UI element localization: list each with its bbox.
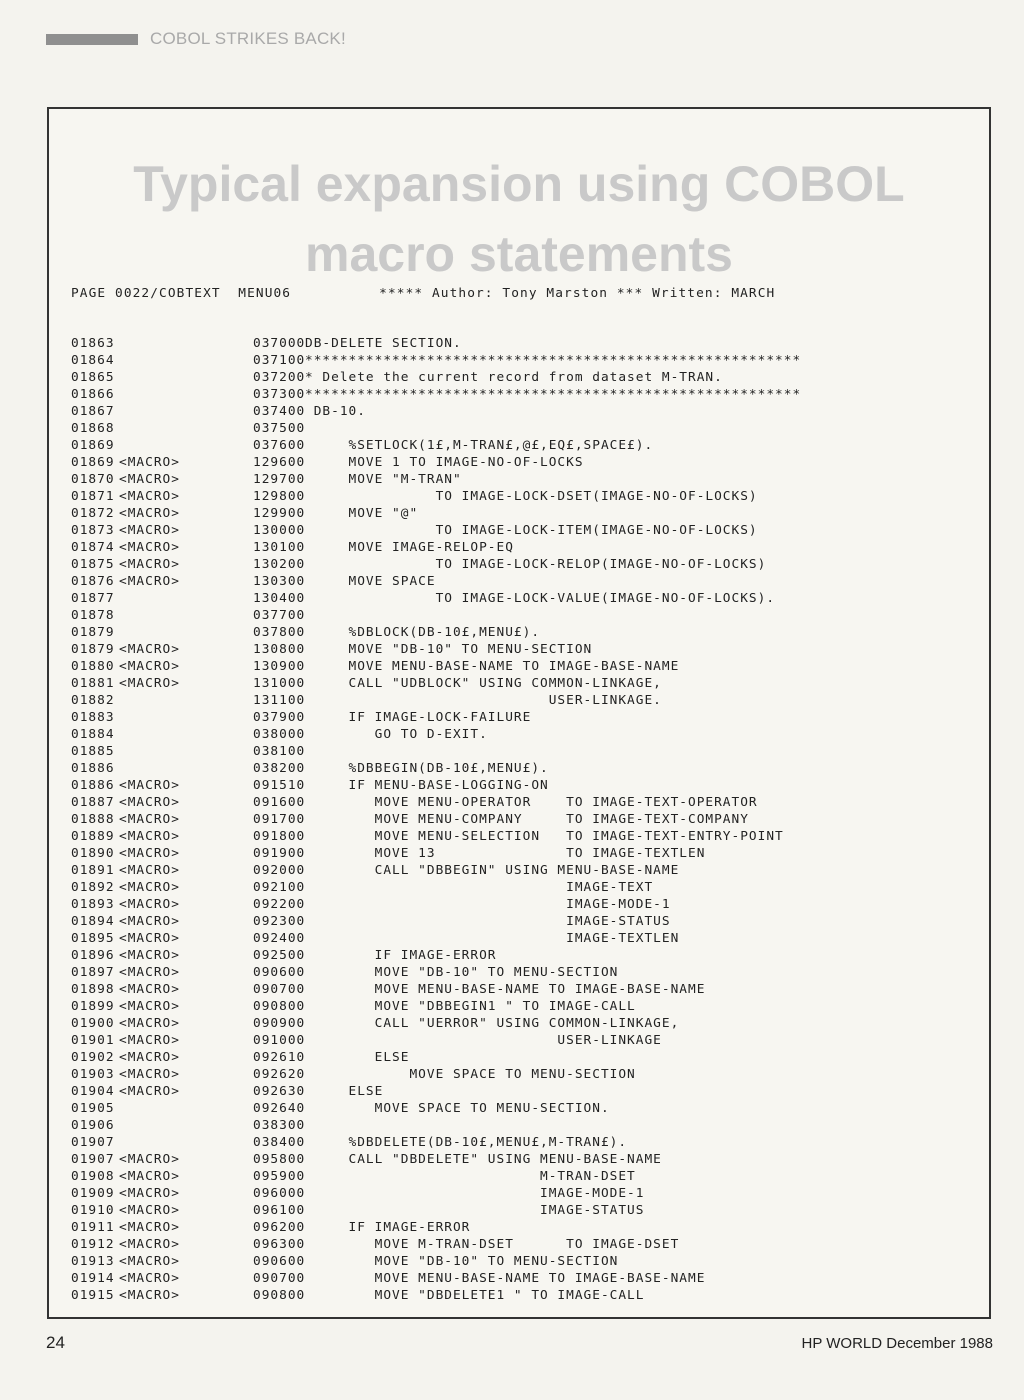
sequence-number: 130300	[253, 574, 306, 589]
sequence-number: 037100	[253, 353, 306, 368]
line-number: 01909	[71, 1186, 115, 1201]
code-text: TO IMAGE-LOCK-ITEM(IMAGE-NO-OF-LOCKS)	[305, 523, 758, 538]
line-number: 01890	[71, 846, 115, 861]
sequence-number: 037700	[253, 608, 306, 623]
line-number: 01902	[71, 1050, 115, 1065]
publication-info: HP WORLD December 1988	[801, 1335, 993, 1352]
sequence-number: 092630	[253, 1084, 306, 1099]
line-number: 01891	[71, 863, 115, 878]
sequence-number: 038100	[253, 744, 306, 759]
sequence-number: 037600	[253, 438, 306, 453]
line-number: 01863	[71, 336, 115, 351]
sequence-number: 038300	[253, 1118, 306, 1133]
listing-line	[71, 1083, 981, 1100]
code-text: MOVE "DB-10" TO MENU-SECTION	[305, 965, 619, 980]
code-text: IMAGE-STATUS	[305, 914, 671, 929]
line-number: 01878	[71, 608, 115, 623]
sequence-number: 129700	[253, 472, 306, 487]
code-text: USER-LINKAGE	[305, 1033, 662, 1048]
sequence-number: 096200	[253, 1220, 306, 1235]
listing-line	[71, 471, 981, 488]
code-text: MOVE MENU-BASE-NAME TO IMAGE-BASE-NAME	[305, 982, 706, 997]
sequence-number: 038200	[253, 761, 306, 776]
listing-line	[71, 845, 981, 862]
sequence-number: 129900	[253, 506, 306, 521]
line-number: 01896	[71, 948, 115, 963]
sequence-number: 092300	[253, 914, 306, 929]
title-line-2: macro statements	[305, 226, 733, 282]
listing-line	[71, 539, 981, 556]
listing-line	[71, 743, 981, 760]
line-number: 01903	[71, 1067, 115, 1082]
listing-line	[71, 828, 981, 845]
listing-line	[71, 794, 981, 811]
sequence-number: 090600	[253, 965, 306, 980]
macro-tag: <MACRO>	[119, 574, 180, 589]
listing-line	[71, 641, 981, 658]
line-number: 01910	[71, 1203, 115, 1218]
line-number: 01915	[71, 1288, 115, 1303]
code-text: %DBLOCK(DB-10£,MENU£).	[305, 625, 541, 640]
listing-line	[71, 590, 981, 607]
line-number: 01877	[71, 591, 115, 606]
sequence-number: 130800	[253, 642, 306, 657]
line-number: 01885	[71, 744, 115, 759]
sequence-number: 091510	[253, 778, 306, 793]
macro-tag: <MACRO>	[119, 540, 180, 555]
line-number: 01897	[71, 965, 115, 980]
macro-tag: <MACRO>	[119, 1033, 180, 1048]
figure-title	[49, 149, 989, 289]
code-text: IMAGE-TEXT	[305, 880, 654, 895]
line-number: 01864	[71, 353, 115, 368]
line-number: 01880	[71, 659, 115, 674]
listing-page-header: PAGE 0022/COBTEXT MENU06 ***** Author: Tony Marston *** Written: MARCH	[71, 286, 776, 301]
listing-line	[71, 573, 981, 590]
sequence-number: 037000	[253, 336, 306, 351]
sequence-number: 092000	[253, 863, 306, 878]
listing-line	[71, 488, 981, 505]
listing-line	[71, 1202, 981, 1219]
code-text: DB-10.	[305, 404, 366, 419]
sequence-number: 130200	[253, 557, 306, 572]
listing-line	[71, 1015, 981, 1032]
code-text: IF IMAGE-ERROR	[305, 948, 497, 963]
listing-line	[71, 760, 981, 777]
sequence-number: 095900	[253, 1169, 306, 1184]
line-number: 01892	[71, 880, 115, 895]
line-number: 01898	[71, 982, 115, 997]
sequence-number: 131100	[253, 693, 306, 708]
listing-line	[71, 1287, 981, 1304]
line-number: 01888	[71, 812, 115, 827]
listing-line	[71, 1066, 981, 1083]
code-text: MOVE IMAGE-RELOP-EQ	[305, 540, 514, 555]
code-text: *********************************************************	[305, 353, 802, 368]
code-text: CALL "UDBLOCK" USING COMMON-LINKAGE,	[305, 676, 662, 691]
line-number: 01904	[71, 1084, 115, 1099]
code-text: CALL "UERROR" USING COMMON-LINKAGE,	[305, 1016, 680, 1031]
sequence-number: 095800	[253, 1152, 306, 1167]
macro-tag: <MACRO>	[119, 931, 180, 946]
code-text: MOVE MENU-OPERATOR TO IMAGE-TEXT-OPERATOR	[305, 795, 758, 810]
listing-line	[71, 692, 981, 709]
sequence-number: 092610	[253, 1050, 306, 1065]
line-number: 01886	[71, 778, 115, 793]
sequence-number: 130900	[253, 659, 306, 674]
macro-tag: <MACRO>	[119, 1254, 180, 1269]
code-text: USER-LINKAGE.	[305, 693, 662, 708]
listing-line	[71, 505, 981, 522]
line-number: 01906	[71, 1118, 115, 1133]
sequence-number: 096000	[253, 1186, 306, 1201]
listing-line	[71, 624, 981, 641]
line-number: 01883	[71, 710, 115, 725]
code-text: MOVE SPACE TO MENU-SECTION.	[305, 1101, 610, 1116]
macro-tag: <MACRO>	[119, 1203, 180, 1218]
code-text: %DBDELETE(DB-10£,MENU£,M-TRAN£).	[305, 1135, 628, 1150]
sequence-number: 092200	[253, 897, 306, 912]
macro-tag: <MACRO>	[119, 642, 180, 657]
code-text: %SETLOCK(1£,M-TRAN£,@£,EQ£,SPACE£).	[305, 438, 654, 453]
sequence-number: 038000	[253, 727, 306, 742]
macro-tag: <MACRO>	[119, 829, 180, 844]
macro-tag: <MACRO>	[119, 1050, 180, 1065]
listing-line	[71, 1185, 981, 1202]
listing-line	[71, 556, 981, 573]
listing-line	[71, 777, 981, 794]
macro-tag: <MACRO>	[119, 1271, 180, 1286]
sequence-number: 090900	[253, 1016, 306, 1031]
line-number: 01889	[71, 829, 115, 844]
listing-line	[71, 862, 981, 879]
sequence-number: 092640	[253, 1101, 306, 1116]
listing-line	[71, 998, 981, 1015]
code-text: MOVE "M-TRAN"	[305, 472, 462, 487]
code-text: IF IMAGE-LOCK-FAILURE	[305, 710, 532, 725]
macro-tag: <MACRO>	[119, 1237, 180, 1252]
macro-tag: <MACRO>	[119, 506, 180, 521]
code-text: CALL "DBBEGIN" USING MENU-BASE-NAME	[305, 863, 680, 878]
macro-tag: <MACRO>	[119, 523, 180, 538]
sequence-number: 092400	[253, 931, 306, 946]
macro-tag: <MACRO>	[119, 812, 180, 827]
running-header	[46, 26, 346, 52]
line-number: 01884	[71, 727, 115, 742]
listing-line	[71, 981, 981, 998]
sequence-number: 090800	[253, 1288, 306, 1303]
macro-tag: <MACRO>	[119, 455, 180, 470]
line-number: 01882	[71, 693, 115, 708]
listing-line	[71, 352, 981, 369]
line-number: 01870	[71, 472, 115, 487]
listing-line	[71, 1168, 981, 1185]
listing-line	[71, 896, 981, 913]
macro-tag: <MACRO>	[119, 1169, 180, 1184]
line-number: 01873	[71, 523, 115, 538]
code-text: TO IMAGE-LOCK-DSET(IMAGE-NO-OF-LOCKS)	[305, 489, 758, 504]
sequence-number: 092500	[253, 948, 306, 963]
listing-line	[71, 913, 981, 930]
code-text: IF MENU-BASE-LOGGING-ON	[305, 778, 549, 793]
listing-line	[71, 658, 981, 675]
macro-tag: <MACRO>	[119, 897, 180, 912]
listing-line	[71, 369, 981, 386]
line-number: 01905	[71, 1101, 115, 1116]
code-text: MOVE "DBBEGIN1 " TO IMAGE-CALL	[305, 999, 636, 1014]
code-text: MOVE MENU-COMPANY TO IMAGE-TEXT-COMPANY	[305, 812, 749, 827]
listing-line	[71, 1270, 981, 1287]
listing-line	[71, 454, 981, 471]
macro-tag: <MACRO>	[119, 880, 180, 895]
line-number: 01907	[71, 1152, 115, 1167]
line-number: 01872	[71, 506, 115, 521]
code-text: IMAGE-STATUS	[305, 1203, 645, 1218]
header-text: COBOL STRIKES BACK!	[150, 29, 346, 48]
code-text: MOVE "DB-10" TO MENU-SECTION	[305, 642, 593, 657]
line-number: 01879	[71, 625, 115, 640]
line-number: 01868	[71, 421, 115, 436]
code-text: MOVE "DBDELETE1 " TO IMAGE-CALL	[305, 1288, 645, 1303]
line-number: 01893	[71, 897, 115, 912]
figure-frame	[47, 107, 991, 1319]
sequence-number: 096100	[253, 1203, 306, 1218]
line-number: 01887	[71, 795, 115, 810]
code-text: CALL "DBDELETE" USING MENU-BASE-NAME	[305, 1152, 662, 1167]
sequence-number: 037400	[253, 404, 306, 419]
sequence-number: 091000	[253, 1033, 306, 1048]
listing-line	[71, 522, 981, 539]
sequence-number: 130100	[253, 540, 306, 555]
code-text: TO IMAGE-LOCK-VALUE(IMAGE-NO-OF-LOCKS).	[305, 591, 776, 606]
macro-tag: <MACRO>	[119, 1084, 180, 1099]
sequence-number: 091900	[253, 846, 306, 861]
macro-tag: <MACRO>	[119, 1288, 180, 1303]
line-number: 01881	[71, 676, 115, 691]
sequence-number: 037800	[253, 625, 306, 640]
line-number: 01876	[71, 574, 115, 589]
code-text: TO IMAGE-LOCK-RELOP(IMAGE-NO-OF-LOCKS)	[305, 557, 767, 572]
macro-tag: <MACRO>	[119, 659, 180, 674]
title-line-1: Typical expansion using COBOL	[133, 156, 905, 212]
listing-line	[71, 964, 981, 981]
code-listing	[71, 335, 981, 1304]
sequence-number: 091600	[253, 795, 306, 810]
macro-tag: <MACRO>	[119, 846, 180, 861]
code-text: M-TRAN-DSET	[305, 1169, 636, 1184]
macro-tag: <MACRO>	[119, 948, 180, 963]
listing-line	[71, 1151, 981, 1168]
page-number: 24	[46, 1333, 65, 1352]
code-text: MOVE MENU-SELECTION TO IMAGE-TEXT-ENTRY-POINT	[305, 829, 784, 844]
sequence-number: 090700	[253, 982, 306, 997]
line-number: 01913	[71, 1254, 115, 1269]
line-number: 01900	[71, 1016, 115, 1031]
sequence-number: 037900	[253, 710, 306, 725]
listing-line	[71, 811, 981, 828]
sequence-number: 092100	[253, 880, 306, 895]
code-text: IMAGE-MODE-1	[305, 1186, 645, 1201]
macro-tag: <MACRO>	[119, 472, 180, 487]
line-number: 01871	[71, 489, 115, 504]
macro-tag: <MACRO>	[119, 778, 180, 793]
sequence-number: 131000	[253, 676, 306, 691]
line-number: 01894	[71, 914, 115, 929]
macro-tag: <MACRO>	[119, 676, 180, 691]
listing-line	[71, 437, 981, 454]
code-text: ELSE	[305, 1050, 410, 1065]
code-text: MOVE SPACE TO MENU-SECTION	[305, 1067, 636, 1082]
code-text: MOVE MENU-BASE-NAME TO IMAGE-BASE-NAME	[305, 1271, 706, 1286]
code-text: IMAGE-TEXTLEN	[305, 931, 680, 946]
listing-line	[71, 420, 981, 437]
sequence-number: 129600	[253, 455, 306, 470]
code-text: MOVE SPACE	[305, 574, 436, 589]
listing-line	[71, 1253, 981, 1270]
sequence-number: 090600	[253, 1254, 306, 1269]
macro-tag: <MACRO>	[119, 557, 180, 572]
listing-line	[71, 1219, 981, 1236]
line-number: 01875	[71, 557, 115, 572]
listing-line	[71, 879, 981, 896]
listing-line	[71, 607, 981, 624]
code-text: MOVE MENU-BASE-NAME TO IMAGE-BASE-NAME	[305, 659, 680, 674]
line-number: 01869	[71, 438, 115, 453]
code-text: GO TO D-EXIT.	[305, 727, 488, 742]
sequence-number: 091700	[253, 812, 306, 827]
line-number: 01867	[71, 404, 115, 419]
sequence-number: 091800	[253, 829, 306, 844]
line-number: 01908	[71, 1169, 115, 1184]
macro-tag: <MACRO>	[119, 982, 180, 997]
code-text: IF IMAGE-ERROR	[305, 1220, 471, 1235]
listing-line	[71, 1117, 981, 1134]
macro-tag: <MACRO>	[119, 1016, 180, 1031]
line-number: 01879	[71, 642, 115, 657]
code-text: MOVE 13 TO IMAGE-TEXTLEN	[305, 846, 706, 861]
line-number: 01874	[71, 540, 115, 555]
listing-line	[71, 709, 981, 726]
sequence-number: 129800	[253, 489, 306, 504]
listing-line	[71, 947, 981, 964]
listing-line	[71, 403, 981, 420]
sequence-number: 130400	[253, 591, 306, 606]
code-text: MOVE M-TRAN-DSET TO IMAGE-DSET	[305, 1237, 680, 1252]
code-text: * Delete the current record from dataset M-TRAN.	[305, 370, 723, 385]
macro-tag: <MACRO>	[119, 999, 180, 1014]
listing-line	[71, 1134, 981, 1151]
listing-line	[71, 1236, 981, 1253]
code-text: *********************************************************	[305, 387, 802, 402]
code-text: IMAGE-MODE-1	[305, 897, 671, 912]
sequence-number: 038400	[253, 1135, 306, 1150]
code-text: %DBBEGIN(DB-10£,MENU£).	[305, 761, 549, 776]
line-number: 01886	[71, 761, 115, 776]
listing-line	[71, 930, 981, 947]
sequence-number: 037200	[253, 370, 306, 385]
sequence-number: 037300	[253, 387, 306, 402]
line-number: 01914	[71, 1271, 115, 1286]
macro-tag: <MACRO>	[119, 1220, 180, 1235]
code-text: DB-DELETE SECTION.	[305, 336, 462, 351]
macro-tag: <MACRO>	[119, 914, 180, 929]
line-number: 01901	[71, 1033, 115, 1048]
line-number: 01899	[71, 999, 115, 1014]
line-number: 01895	[71, 931, 115, 946]
listing-line	[71, 1049, 981, 1066]
listing-line	[71, 386, 981, 403]
listing-line	[71, 726, 981, 743]
line-number: 01907	[71, 1135, 115, 1150]
macro-tag: <MACRO>	[119, 1186, 180, 1201]
listing-line	[71, 1032, 981, 1049]
sequence-number: 096300	[253, 1237, 306, 1252]
sequence-number: 037500	[253, 421, 306, 436]
macro-tag: <MACRO>	[119, 1067, 180, 1082]
macro-tag: <MACRO>	[119, 965, 180, 980]
code-text: ELSE	[305, 1084, 384, 1099]
macro-tag: <MACRO>	[119, 863, 180, 878]
listing-line	[71, 675, 981, 692]
line-number: 01865	[71, 370, 115, 385]
sequence-number: 092620	[253, 1067, 306, 1082]
line-number: 01912	[71, 1237, 115, 1252]
macro-tag: <MACRO>	[119, 795, 180, 810]
listing-line	[71, 1100, 981, 1117]
listing-line	[71, 335, 981, 352]
sequence-number: 090800	[253, 999, 306, 1014]
code-text: MOVE "@"	[305, 506, 419, 521]
line-number: 01866	[71, 387, 115, 402]
sequence-number: 130000	[253, 523, 306, 538]
header-bar	[46, 34, 138, 45]
code-text: MOVE 1 TO IMAGE-NO-OF-LOCKS	[305, 455, 584, 470]
line-number: 01911	[71, 1220, 115, 1235]
macro-tag: <MACRO>	[119, 1152, 180, 1167]
code-text: MOVE "DB-10" TO MENU-SECTION	[305, 1254, 619, 1269]
sequence-number: 090700	[253, 1271, 306, 1286]
macro-tag: <MACRO>	[119, 489, 180, 504]
line-number: 01869	[71, 455, 115, 470]
